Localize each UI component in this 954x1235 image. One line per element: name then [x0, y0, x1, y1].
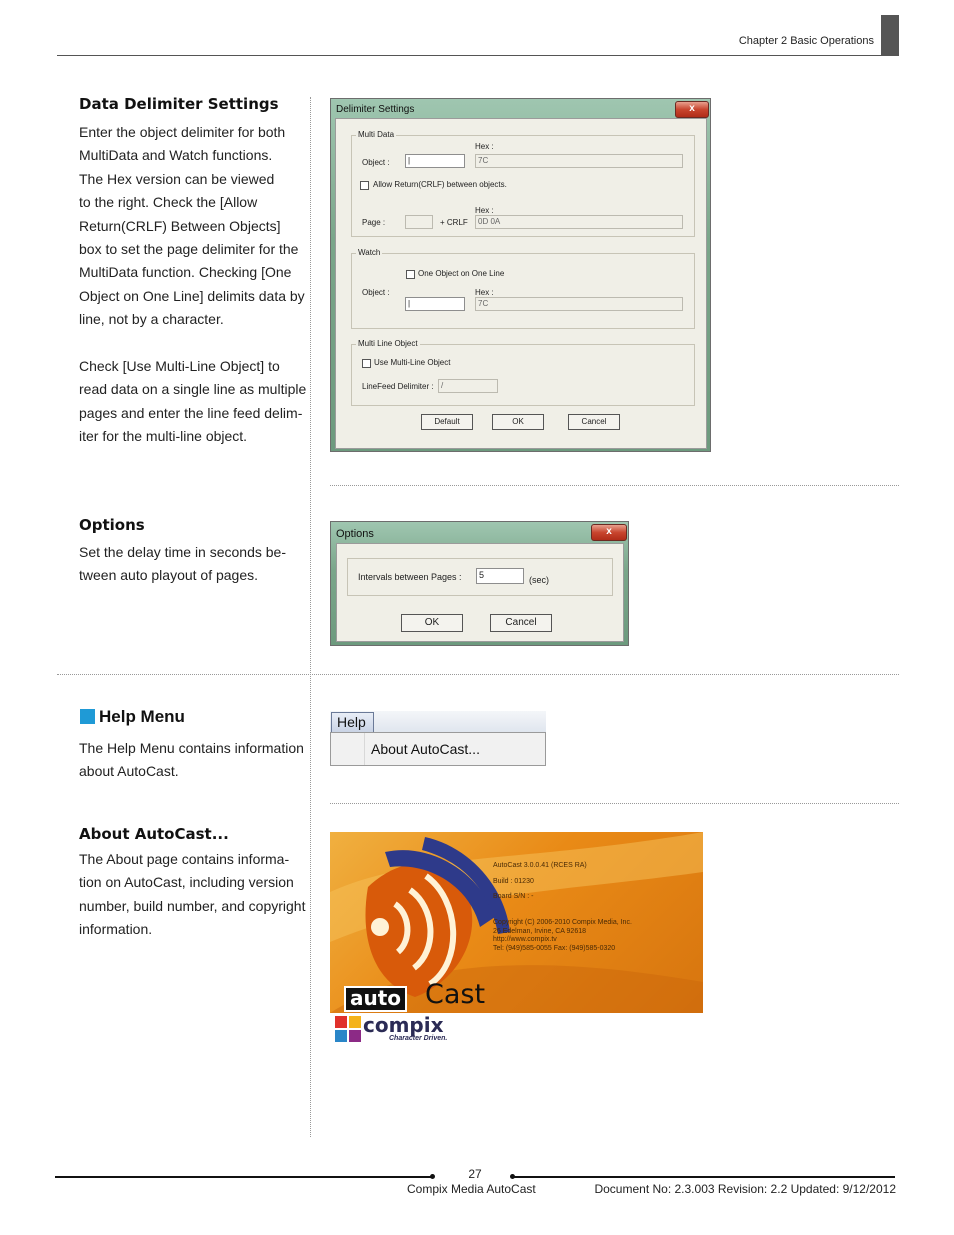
options-dialog — [330, 521, 629, 646]
menu-bar — [330, 711, 546, 733]
about-version-info — [493, 861, 587, 902]
autocast-logo-auto: auto — [344, 986, 407, 1012]
delimiter-paragraph-2 — [79, 355, 311, 449]
text-line: to the right. Check the [Allow — [79, 194, 258, 211]
one-object-checkbox[interactable] — [406, 270, 415, 279]
header-block — [881, 15, 899, 56]
menu-gutter — [364, 733, 365, 765]
dialog-client-area — [336, 543, 624, 642]
compix-brand: compix — [363, 1013, 444, 1037]
interval-group — [347, 558, 613, 596]
website-line: http://www.compix.tv — [493, 936, 557, 943]
group-label: Watch — [358, 248, 381, 257]
text-line: iter for the multi-line object. — [79, 428, 248, 445]
section-marker-icon — [80, 709, 95, 724]
interval-input[interactable]: 5 — [476, 568, 524, 584]
compix-logo-icon — [333, 1014, 363, 1044]
text-line: Return(CRLF) Between Objects] — [79, 217, 281, 234]
address-line: 26 Edelman, Irvine, CA 92618 — [493, 927, 587, 935]
help-menu-dropdown — [330, 732, 546, 766]
group-label: Multi Line Object — [358, 339, 418, 348]
ok-button[interactable]: OK — [401, 614, 463, 632]
text-line: The Hex version can be viewed — [79, 170, 275, 187]
watch-object-hex-field: 7C — [475, 297, 683, 311]
options-paragraph — [79, 541, 311, 588]
about-paragraph — [79, 848, 315, 942]
allow-return-label: Allow Return(CRLF) between objects. — [373, 180, 507, 189]
section-separator — [57, 674, 899, 675]
footer-dot — [430, 1174, 435, 1179]
delimiter-paragraph-1 — [79, 121, 311, 332]
section-separator — [330, 803, 899, 804]
text-line: The Help Menu contains information — [79, 740, 304, 756]
hex-label: Hex : — [475, 142, 494, 151]
text-line: Object on One Line] delimits data by — [79, 287, 305, 304]
use-multi-line-checkbox[interactable] — [362, 359, 371, 368]
options-section-title: Options — [79, 516, 145, 534]
interval-label: Intervals between Pages : — [358, 572, 462, 582]
page-hex-field: 0D 0A — [475, 215, 683, 229]
default-button[interactable]: Default — [421, 414, 473, 430]
cancel-button[interactable]: Cancel — [568, 414, 620, 430]
text-line: information. — [79, 921, 153, 938]
text-line: read data on a single line as multiple — [79, 381, 307, 398]
text-line: MultiData and Watch functions. — [79, 147, 273, 164]
interval-unit: (sec) — [529, 575, 549, 585]
watch-group — [351, 248, 695, 329]
hex-label: Hex : — [475, 288, 494, 297]
multi-object-input[interactable]: | — [405, 154, 465, 168]
multi-object-hex-field: 7C — [475, 154, 683, 168]
chapter-header: Chapter 2 Basic Operations — [738, 35, 874, 47]
footer-product: Compix Media AutoCast — [407, 1182, 536, 1196]
about-autocast-menu-item[interactable]: About AutoCast... — [371, 741, 480, 757]
group-label: Multi Data — [358, 130, 395, 139]
text-line: MultiData function. Checking [One — [79, 264, 292, 281]
multi-data-group — [351, 130, 695, 237]
linefeed-label: LineFeed Delimiter : — [362, 382, 434, 391]
compix-tagline: Character Driven. — [389, 1035, 448, 1042]
footer-rule-right — [513, 1176, 895, 1178]
multi-line-group — [351, 339, 695, 406]
text-line: Check [Use Multi-Line Object] to — [79, 358, 280, 374]
board-serial-line: Board S/N : - — [493, 893, 534, 900]
about-copyright-info — [493, 919, 632, 953]
help-menu-button[interactable]: Help — [331, 712, 374, 733]
page-label: Page : — [362, 218, 386, 227]
help-paragraph — [79, 737, 315, 784]
use-multi-line-label: Use Multi-Line Object — [374, 358, 451, 367]
ok-button[interactable]: OK — [492, 414, 544, 430]
close-button[interactable]: x — [675, 101, 709, 118]
text-line: number, build number, and copyright — [79, 897, 306, 914]
version-line: AutoCast 3.0.0.41 (RCES RA) — [493, 862, 587, 869]
page-delimiter-input[interactable] — [405, 215, 433, 229]
delimiter-section-title: Data Delimiter Settings — [79, 95, 279, 113]
one-object-label: One Object on One Line — [418, 269, 505, 278]
phone-line: Tel: (949)585-0055 Fax: (949)585-0320 — [493, 944, 616, 952]
text-line: box to set the page delimiter for the — [79, 241, 299, 258]
allow-return-checkbox[interactable] — [360, 181, 369, 190]
footer-document-info: Document No: 2.3.003 Revision: 2.2 Updated: 9/12/2012 — [594, 1182, 896, 1196]
text-line: tween auto playout of pages. — [79, 567, 259, 584]
crlf-label: + CRLF — [440, 218, 468, 227]
autocast-logo-cast: Cast — [425, 979, 486, 1010]
page-number: 27 — [468, 1167, 482, 1181]
cancel-button[interactable]: Cancel — [490, 614, 552, 632]
object-label: Object : — [362, 288, 390, 297]
delimiter-settings-dialog — [330, 98, 711, 452]
text-line: Enter the object delimiter for both — [79, 124, 286, 140]
dialog-title: Delimiter Settings — [336, 104, 415, 115]
about-section-title: About AutoCast... — [79, 825, 229, 843]
text-line: pages and enter the line feed delim- — [79, 404, 303, 421]
copyright-line: Copyright (C) 2006-2010 Compix Media, Inc. — [493, 919, 632, 926]
help-menu-title: Help Menu — [99, 707, 185, 726]
close-button[interactable]: x — [591, 524, 627, 541]
section-separator — [330, 485, 899, 486]
text-line: The About page contains informa- — [79, 851, 290, 867]
dialog-title: Options — [336, 528, 374, 540]
linefeed-input[interactable]: / — [438, 379, 498, 393]
watch-object-input[interactable]: | — [405, 297, 465, 311]
object-label: Object : — [362, 158, 390, 167]
text-line: about AutoCast. — [79, 763, 179, 780]
text-line: line, not by a character. — [79, 311, 224, 328]
dialog-client-area — [335, 118, 707, 449]
text-line: Set the delay time in seconds be- — [79, 544, 287, 560]
text-line: tion on AutoCast, including version — [79, 874, 294, 891]
about-splash-screen — [330, 832, 703, 1013]
build-line: Build : 01230 — [493, 877, 534, 885]
hex-label: Hex : — [475, 206, 494, 215]
footer-rule-left — [55, 1176, 432, 1178]
header-rule — [57, 55, 899, 56]
